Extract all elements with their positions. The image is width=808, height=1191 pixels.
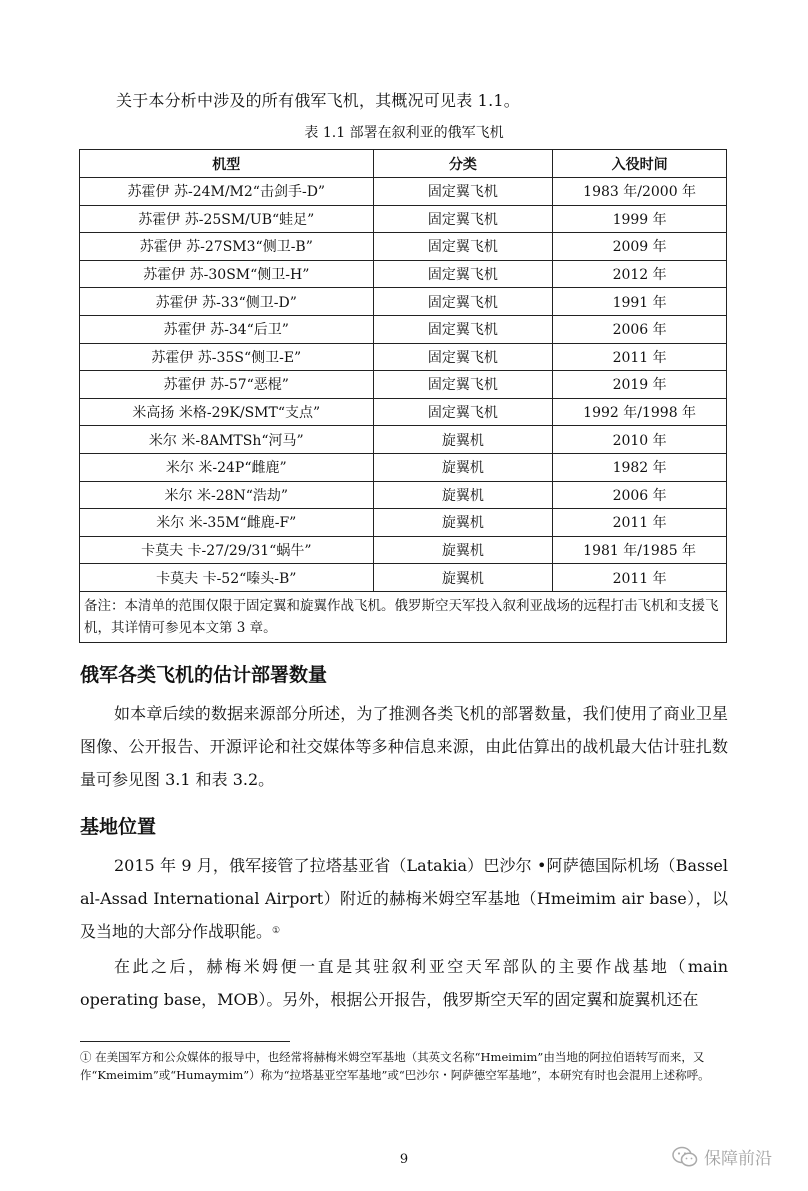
- cell-service-entry: 1991 年: [553, 288, 727, 316]
- section-heading-base-location: 基地位置: [80, 816, 157, 838]
- table-row: [80, 536, 727, 564]
- header-category: 分类: [373, 150, 553, 178]
- cell-aircraft-type: 苏霍伊 苏-35S“侧卫-E”: [80, 343, 374, 371]
- cell-service-entry: 2011 年: [553, 509, 727, 537]
- table-row: [80, 426, 727, 454]
- table-row: [80, 205, 727, 233]
- paragraph-deployment-estimates: 如本章后续的数据来源部分所述，为了推测各类飞机的部署数量，我们使用了商业卫星图像、公开报告、开源评论和社交媒体等多种信息来源，由此估算出的战机最大估计驻扎数量可参见图 3.1 和表 3.2。: [80, 704, 728, 789]
- cell-aircraft-type: 米尔 米-35M“雌鹿-F”: [80, 509, 374, 537]
- cell-category: 旋翼机: [373, 564, 553, 592]
- section-heading-deployment-estimates: 俄军各类飞机的估计部署数量: [80, 664, 328, 686]
- footnote: ① 在美国军方和公众媒体的报导中，也经常将赫梅米姆空军基地（其英文名称“Hmeimim”由当地的阿拉伯语转写而来，又作“Kmeimim”或“Humaymim”）称为“拉塔基亚空军基地”或“巴沙尔・阿萨德空军基地”，本研究有时也会混用上述称呼。: [80, 1050, 710, 1082]
- table-caption: 表 1.1 部署在叙利亚的俄军飞机: [304, 125, 504, 141]
- cell-aircraft-type: 米尔 米-8AMTSh“河马”: [80, 426, 374, 454]
- table-header-row: [80, 150, 727, 178]
- cell-category: 固定翼飞机: [373, 233, 553, 261]
- header-aircraft-type: 机型: [80, 150, 374, 178]
- cell-aircraft-type: 苏霍伊 苏-57“恶棍”: [80, 371, 374, 399]
- cell-aircraft-type: 卡莫夫 卡-27/29/31“蜗牛”: [80, 536, 374, 564]
- footnote-reference[interactable]: ①: [272, 926, 281, 936]
- cell-category: 固定翼飞机: [373, 343, 553, 371]
- table-note-row: [80, 591, 727, 642]
- cell-service-entry: 2006 年: [553, 481, 727, 509]
- cell-category: 固定翼飞机: [373, 288, 553, 316]
- intro-text: 关于本分析中涉及的所有俄军飞机，其概况可见表 1.1。: [116, 91, 520, 110]
- paragraph-base-location-2: 在此之后，赫梅米姆便一直是其驻叙利亚空天军部队的主要作战基地（main operating base，MOB）。另外，根据公开报告，俄罗斯空天军的固定翼和旋翼机还在: [80, 957, 728, 1009]
- cell-aircraft-type: 苏霍伊 苏-24M/M2“击剑手-D”: [80, 178, 374, 206]
- cell-service-entry: 2010 年: [553, 426, 727, 454]
- table-row: [80, 481, 727, 509]
- cell-aircraft-type: 苏霍伊 苏-25SM/UB“蛙足”: [80, 205, 374, 233]
- cell-aircraft-type: 米尔 米-28N“浩劫”: [80, 481, 374, 509]
- cell-service-entry: 2011 年: [553, 564, 727, 592]
- table-row: [80, 398, 727, 426]
- watermark-text: 保障前沿: [704, 1149, 772, 1169]
- paragraph-base-location-1: [80, 849, 728, 948]
- cell-service-entry: 1983 年/2000 年: [553, 178, 727, 206]
- cell-category: 固定翼飞机: [373, 178, 553, 206]
- cell-aircraft-type: 苏霍伊 苏-34“后卫”: [80, 315, 374, 343]
- cell-category: 旋翼机: [373, 536, 553, 564]
- table-row: [80, 343, 727, 371]
- table-row: [80, 564, 727, 592]
- table-row: [80, 260, 727, 288]
- cell-category: 旋翼机: [373, 481, 553, 509]
- cell-category: 固定翼飞机: [373, 398, 553, 426]
- table-row: [80, 233, 727, 261]
- cell-service-entry: 1992 年/1998 年: [553, 398, 727, 426]
- cell-aircraft-type: 苏霍伊 苏-27SM3“侧卫-B”: [80, 233, 374, 261]
- cell-category: 旋翼机: [373, 453, 553, 481]
- cell-category: 固定翼飞机: [373, 260, 553, 288]
- cell-category: 固定翼飞机: [373, 205, 553, 233]
- wechat-icon: [672, 1146, 698, 1168]
- cell-aircraft-type: 米尔 米-24P“雌鹿”: [80, 453, 374, 481]
- cell-service-entry: 2019 年: [553, 371, 727, 399]
- table-row: [80, 288, 727, 316]
- cell-aircraft-type: 卡莫夫 卡-52“嗪头-B”: [80, 564, 374, 592]
- cell-service-entry: 2011 年: [553, 343, 727, 371]
- cell-service-entry: 1981 年/1985 年: [553, 536, 727, 564]
- table-row: [80, 453, 727, 481]
- footnote-divider: [80, 1041, 290, 1042]
- cell-category: 旋翼机: [373, 509, 553, 537]
- cell-category: 固定翼飞机: [373, 315, 553, 343]
- table-body: [80, 178, 727, 592]
- page-number: 9: [399, 1152, 409, 1167]
- table-note: 备注：本清单的范围仅限于固定翼和旋翼作战飞机。俄罗斯空天军投入叙利亚战场的远程打击飞机和支援飞机，其详情可参见本文第 3 章。: [80, 591, 727, 642]
- cell-aircraft-type: 苏霍伊 苏-30SM“侧卫-H”: [80, 260, 374, 288]
- cell-service-entry: 1999 年: [553, 205, 727, 233]
- watermark: [672, 1144, 772, 1169]
- cell-service-entry: 2006 年: [553, 315, 727, 343]
- paragraph-base-location-1-text: 2015 年 9 月，俄军接管了拉塔基亚省（Latakia）巴沙尔 •阿萨德国际机场（Bassel al-Assad International Airport）附近的赫梅米姆空军基地（Hmeimim air base），以及当地的大部分作战职能。: [80, 856, 728, 941]
- table-row: [80, 178, 727, 206]
- cell-service-entry: 1982 年: [553, 453, 727, 481]
- table-row: [80, 371, 727, 399]
- aircraft-table: [79, 149, 727, 643]
- cell-aircraft-type: 苏霍伊 苏-33“侧卫-D”: [80, 288, 374, 316]
- cell-service-entry: 2009 年: [553, 233, 727, 261]
- header-service-entry: 入役时间: [553, 150, 727, 178]
- cell-service-entry: 2012 年: [553, 260, 727, 288]
- table-row: [80, 315, 727, 343]
- cell-category: 旋翼机: [373, 426, 553, 454]
- table-row: [80, 509, 727, 537]
- cell-category: 固定翼飞机: [373, 371, 553, 399]
- cell-aircraft-type: 米高扬 米格-29K/SMT“支点”: [80, 398, 374, 426]
